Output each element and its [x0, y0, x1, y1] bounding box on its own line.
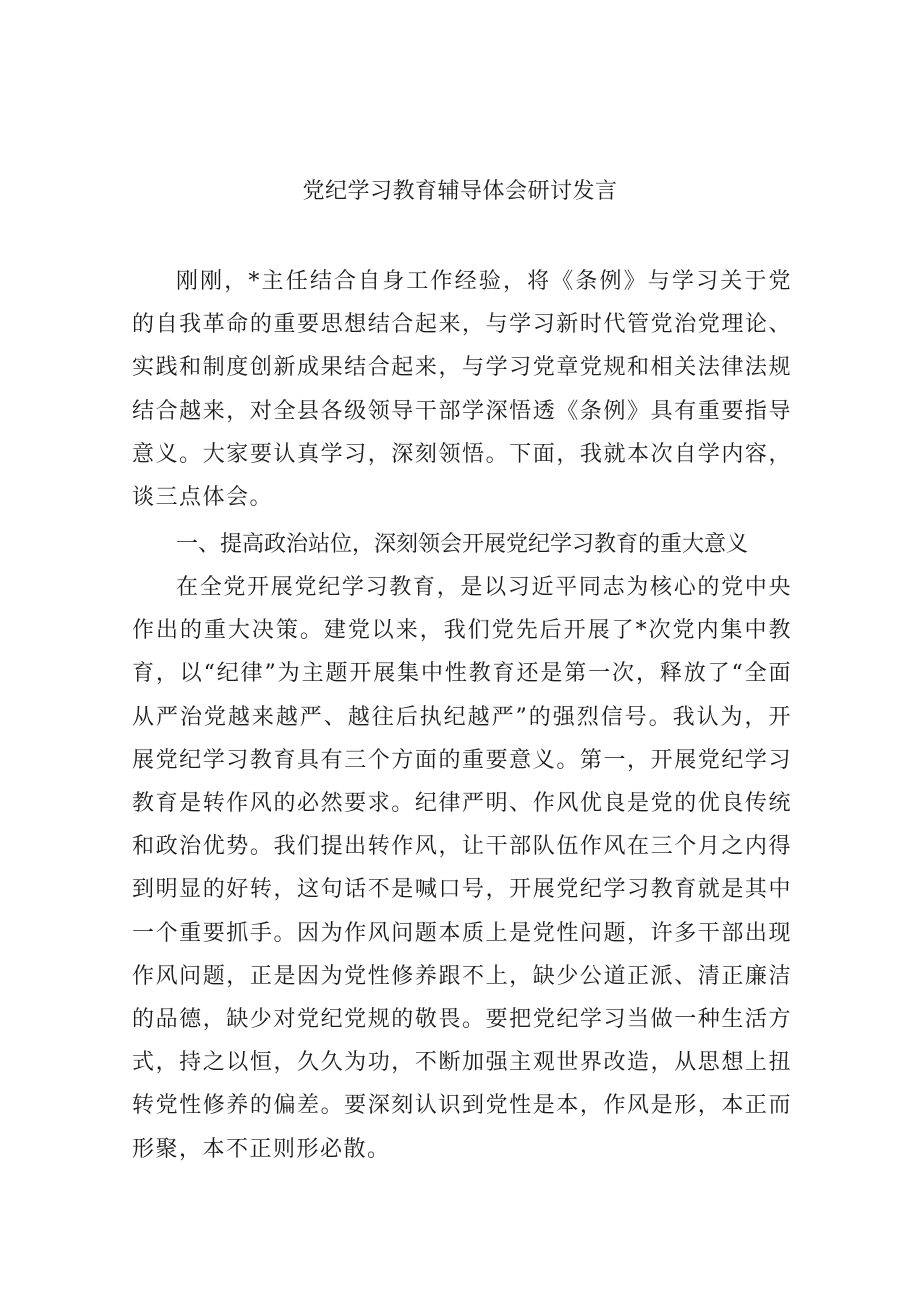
intro-paragraph: 刚刚，*主任结合自身工作经验，将《条例》与学习关于党的自我革命的重要思想结合起来，与学习新时代管党治党理论、实践和制度创新成果结合起来，与学习党章党规和相关法律法规结合越来，对全县各级领导干部学深悟透《条例》具有重要指导意义。大家要认真学习，深刻领悟。下面，我就本次自学内容，谈三点体会。	[132, 269, 792, 511]
document-title: 党纪学习教育辅导体会研讨发言	[302, 179, 618, 204]
section-1-paragraph: 在全党开展党纪学习教育，是以习近平同志为核心的党中央作出的重大决策。建党以来，我们党先后开展了*次党内集中教育，以“纪律”为主题开展集中性教育还是第一次，释放了“全面从严治党越来越严、越往后执纪越严”的强烈信号。我认为，开展党纪学习教育具有三个方面的重要意义。第一，开展党纪学习教育是转作风的必然要求。纪律严明、作风优良是党的优良传统和政治优势。我们提出转作风，让干部队伍作风在三个月之内得到明显的好转，这句话不是喊口号，开展党纪学习教育就是其中一个重要抓手。因为作风问题本质上是党性问题，许多干部出现作风问题，正是因为党性修养跟不上，缺少公道正派、清正廉洁的品德，缺少对党纪党规的敬畏。要把党纪学习当做一种生活方式，持之以恒，久久为功，不断加强主观世界改造，从思想上扭转党性修养的偏差。要深刻认识到党性是本，作风是形，本正而形聚，本不正则形必散。	[132, 575, 792, 1162]
section-1-heading: 一、提高政治站位，深刻领会开展党纪学习教育的重大意义	[176, 532, 749, 557]
